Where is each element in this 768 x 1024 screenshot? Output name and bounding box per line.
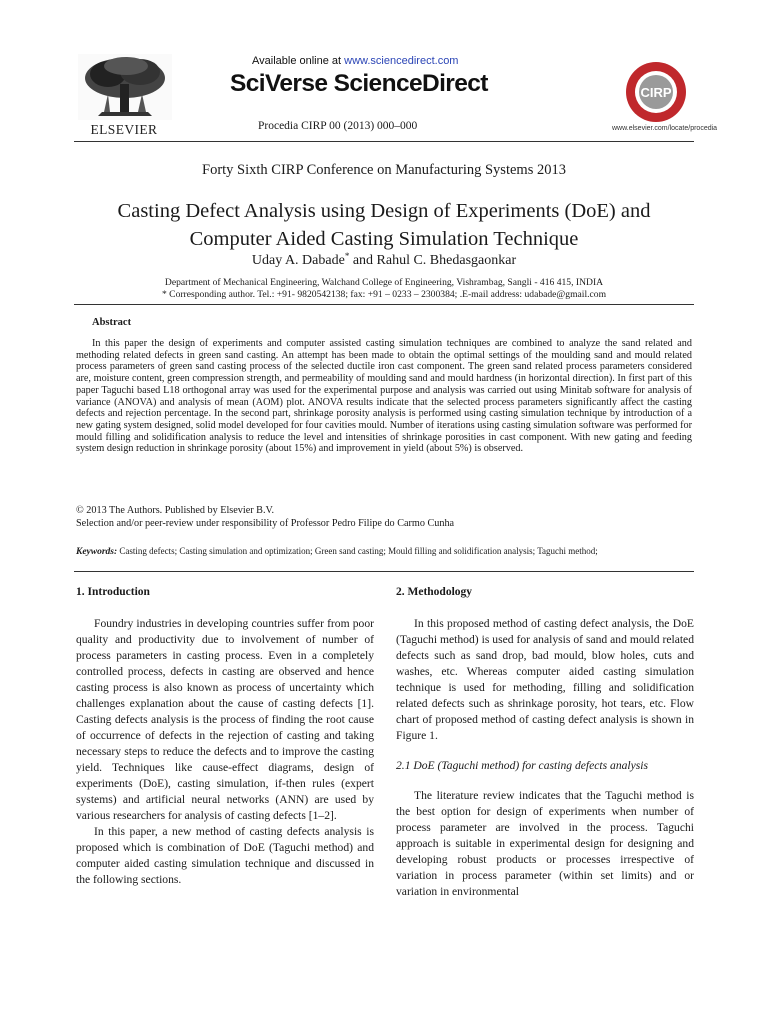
section-2-heading: 2. Methodology — [396, 586, 473, 598]
conference-name: Forty Sixth CIRP Conference on Manufacturing Systems 2013 — [202, 162, 566, 178]
copyright-block — [76, 504, 692, 530]
keywords-list: Casting defects; Casting simulation and optimization; Green sand casting; Mould filling and solidification analysis; Taguchi method; — [117, 546, 598, 556]
keywords — [76, 546, 692, 557]
author-1: Uday A. Dabade — [251, 253, 345, 268]
left-column — [76, 584, 374, 888]
publisher-name: ELSEVIER — [90, 122, 158, 137]
peer-review-line: Selection and/or peer-review under responsibility of Professor Pedro Filipe do Carmo Cunha — [76, 518, 455, 529]
cirp-logo-text: CIRP — [640, 85, 672, 100]
availability-prefix: Available online at — [252, 55, 345, 67]
paper-title — [74, 197, 694, 253]
copyright-line: © 2013 The Authors. Published by Elsevier B.V. — [76, 505, 275, 516]
affiliation-line: Department of Mechanical Engineering, Walchand College of Engineering, Vishrambag, Sangli - 416 415, INDIA — [164, 277, 604, 288]
keywords-rule — [74, 571, 694, 572]
author-2: and Rahul C. Bhedasgaonkar — [349, 253, 517, 268]
abstract-text: In this paper the design of experiments and computer assisted casting simulation techniques are combined to analyze the sand related and methoding related defects in green sand casting. An attempt has been made to obtain the optimal settings of the moulding sand and mould related process parameters of green sand casting process of the selected ductile iron cast component. The green sand related process parameters considered are, moisture content, green compression strength, and permeability of moulding sand and mould hardness (in horizontal direction). In first part of this paper Taguchi based L18 orthogonal array was used for the experimental purpose and analysis was carried out using Minitab software for analysis of variance (ANOVA) and analysis of mean (AOM) plot. ANOVA results indicate that the selected process parameters significantly affect the casting defects and rejection percentage. In the second part, shrinkage porosity analysis is performed using casting simulation technique by introduction of a new gating system designed, solid model developed for four cavities mould. Number of iterations using casting simulation software was performed for mould filling and solidification analysis to reduce the level and intensities of shrinkage porosities in cast component. With new gating and feeding system design reduction in shrinkage porosity (about 15%) and improvement in yield (about 5%) is observed. — [76, 338, 692, 455]
sciencedirect-link[interactable]: www.sciencedirect.com — [344, 55, 459, 67]
title-line-2: Computer Aided Casting Simulation Technique — [189, 228, 579, 250]
subsection-2-1-heading: 2.1 DoE (Taguchi method) for casting defects analysis — [396, 759, 649, 772]
corresponding-mark: * — [344, 251, 350, 261]
section-1-paragraph-2: In this paper, a new method of casting defects analysis is proposed which is combination of DoE (Taguchi method) and computer aided casting simulation technique and discussed in the following sections. — [76, 825, 374, 886]
title-line-1: Casting Defect Analysis using Design of Experiments (DoE) and — [117, 200, 651, 222]
journal-line: Procedia CIRP 00 (2013) 000–000 — [258, 120, 418, 132]
header-rule — [74, 141, 694, 142]
cirp-url[interactable]: www.elsevier.com/locate/procedia — [612, 125, 718, 132]
cirp-logo — [612, 60, 700, 124]
section-1-heading: 1. Introduction — [76, 586, 150, 598]
authors — [74, 251, 694, 269]
platform-wordmark: SciVerse ScienceDirect — [230, 70, 488, 97]
abstract-top-rule — [74, 304, 694, 305]
section-1-paragraph-1: Foundry industries in developing countries suffer from poor quality and productivity due to involvement of number of process parameters in casting process. Even in a completely controlled process, defects in casting are observed and hence casting process is also known as process of uncertainty which challenges explanation about the cause of casting defects [1]. Casting defects analysis is the process of finding the root cause of occurrence of defects in the rejection of casting and taking necessary steps to reduce the defects and to improve the casting yield. Techniques like cause-effect diagrams, design of experiments (DoE), casting simulation, if-then rules (expert systems) and artificial neural networks (ANN) are used by various researchers for analysis of casting defects [1–2]. — [76, 617, 374, 822]
affiliation — [74, 277, 694, 300]
right-column — [396, 584, 694, 900]
keywords-label: Keywords: — [76, 547, 118, 557]
corresponding-author-line: * Corresponding author. Tel.: +91- 9820542138; fax: +91 – 0233 – 2300384; .E-mail address: udabade@gmail.com — [161, 288, 607, 300]
abstract-heading: Abstract — [92, 317, 132, 328]
availability-line — [252, 55, 458, 67]
section-2-paragraph-2: The literature review indicates that the Taguchi method is the best option for design of experiments when number of process parameter are involved in the process. Taguchi approach is suitable in experimental design for designing and developing robust products or processes irrespective of variation in process parameter (within set limits) and or variation in environmental — [396, 789, 694, 898]
section-2-paragraph-1: In this proposed method of casting defect analysis, the DoE (Taguchi method) is used for analysis of sand and mould related defects such as sand drop, bad mould, blow holes, cuts and washes, etc. Whereas computer aided casting simulation technique is used for methoding, filling and solidification related defects such as shrinkage porosity, hot tears, etc. Flow chart of proposed method of casting defect analysis is shown in Figure 1. — [396, 617, 694, 742]
